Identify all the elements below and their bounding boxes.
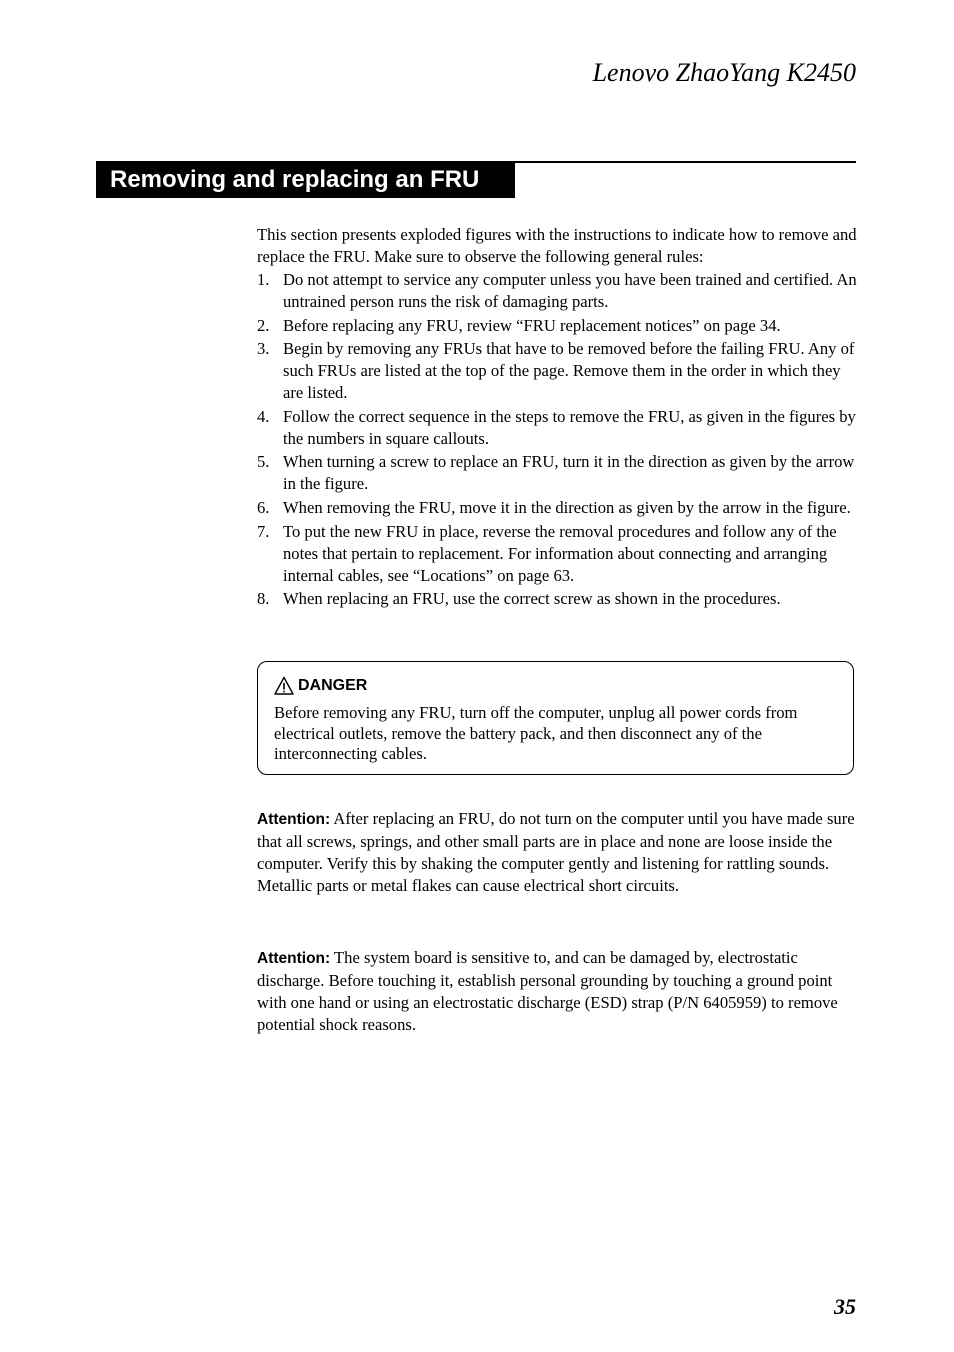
list-item: [257, 406, 857, 450]
list-item: [257, 497, 857, 519]
danger-label: DANGER: [298, 677, 368, 694]
list-item: [257, 269, 857, 313]
list-item-number: 7.: [257, 521, 270, 541]
section-title: Removing and replacing an FRU: [110, 166, 480, 193]
list-item-number: 2.: [257, 315, 270, 335]
warning-triangle-icon: [274, 676, 294, 696]
list-item-text: When removing the FRU, move it in the direction as given by the arrow in the figure.: [283, 497, 851, 517]
attention-label: Attention:: [257, 811, 331, 828]
list-item-text: To put the new FRU in place, reverse the removal procedures and follow any of the notes that pertain to replacement. For information about connecting and arranging internal cables, see “Locations” on page 63.: [283, 521, 837, 585]
danger-text: Before removing any FRU, turn off the computer, unplug all power cords from electrical outlets, remove the battery pack, and then disconnect any of the interconnecting cables.: [274, 703, 798, 763]
list-item: [257, 588, 857, 610]
danger-notice-box: [257, 661, 854, 775]
list-item-text: When replacing an FRU, use the correct screw as shown in the procedures.: [283, 589, 781, 609]
list-item-text: Follow the correct sequence in the steps to remove the FRU, as given in the figures by the numbers in square callouts.: [283, 406, 856, 448]
list-item-number: 5.: [257, 452, 270, 472]
list-item-text: Begin by removing any FRUs that have to be removed before the failing FRU. Any of such FRUs are listed at the top of the page. Remove them in the order in which they are listed.: [283, 339, 855, 403]
attention-paragraph-1: [257, 808, 857, 897]
list-item: [257, 338, 857, 404]
danger-heading: [274, 676, 367, 696]
main-content: [257, 224, 857, 612]
list-item-number: 4.: [257, 406, 270, 426]
list-item-number: 1.: [257, 270, 270, 289]
rules-list: [257, 269, 857, 610]
list-item-text: Before replacing any FRU, review “FRU replacement notices” on page 34.: [283, 315, 781, 335]
attention-text: After replacing an FRU, do not turn on the computer until you have made sure that all screws, springs, and other small parts are in place and none are loose inside the computer. Verify this by shaking the computer gently and listening for rattling sounds. Metallic parts or metal flakes can cause electrical short circuits.: [257, 809, 855, 895]
intro-paragraph: This section presents exploded figures with the instructions to indicate how to remove and replace the FRU. Make sure to observe the following general rules:: [257, 225, 857, 266]
list-item-text: Do not attempt to service any computer unless you have been trained and certified. An untrained person runs the risk of damaging parts.: [283, 270, 857, 311]
attention-text: The system board is sensitive to, and can be damaged by, electrostatic discharge. Before touching it, establish personal grounding by touching a ground point with one hand or using an electrostatic discharge (ESD) strap (P/N 6405959) to remove potential shock reasons.: [257, 948, 838, 1034]
attention-label: Attention:: [257, 950, 331, 967]
attention-paragraph-2: [257, 947, 857, 1036]
list-item-number: 3.: [257, 339, 270, 359]
list-item-number: 6.: [257, 497, 270, 517]
list-item: [257, 521, 857, 587]
document-header-title: Lenovo ZhaoYang K2450: [592, 58, 856, 87]
list-item-text: When turning a screw to replace an FRU, turn it in the direction as given by the arrow in the figure.: [283, 452, 855, 494]
page-number: 35: [834, 1294, 856, 1319]
list-item-number: 8.: [257, 589, 270, 609]
list-item: [257, 315, 857, 337]
list-item: [257, 451, 857, 495]
